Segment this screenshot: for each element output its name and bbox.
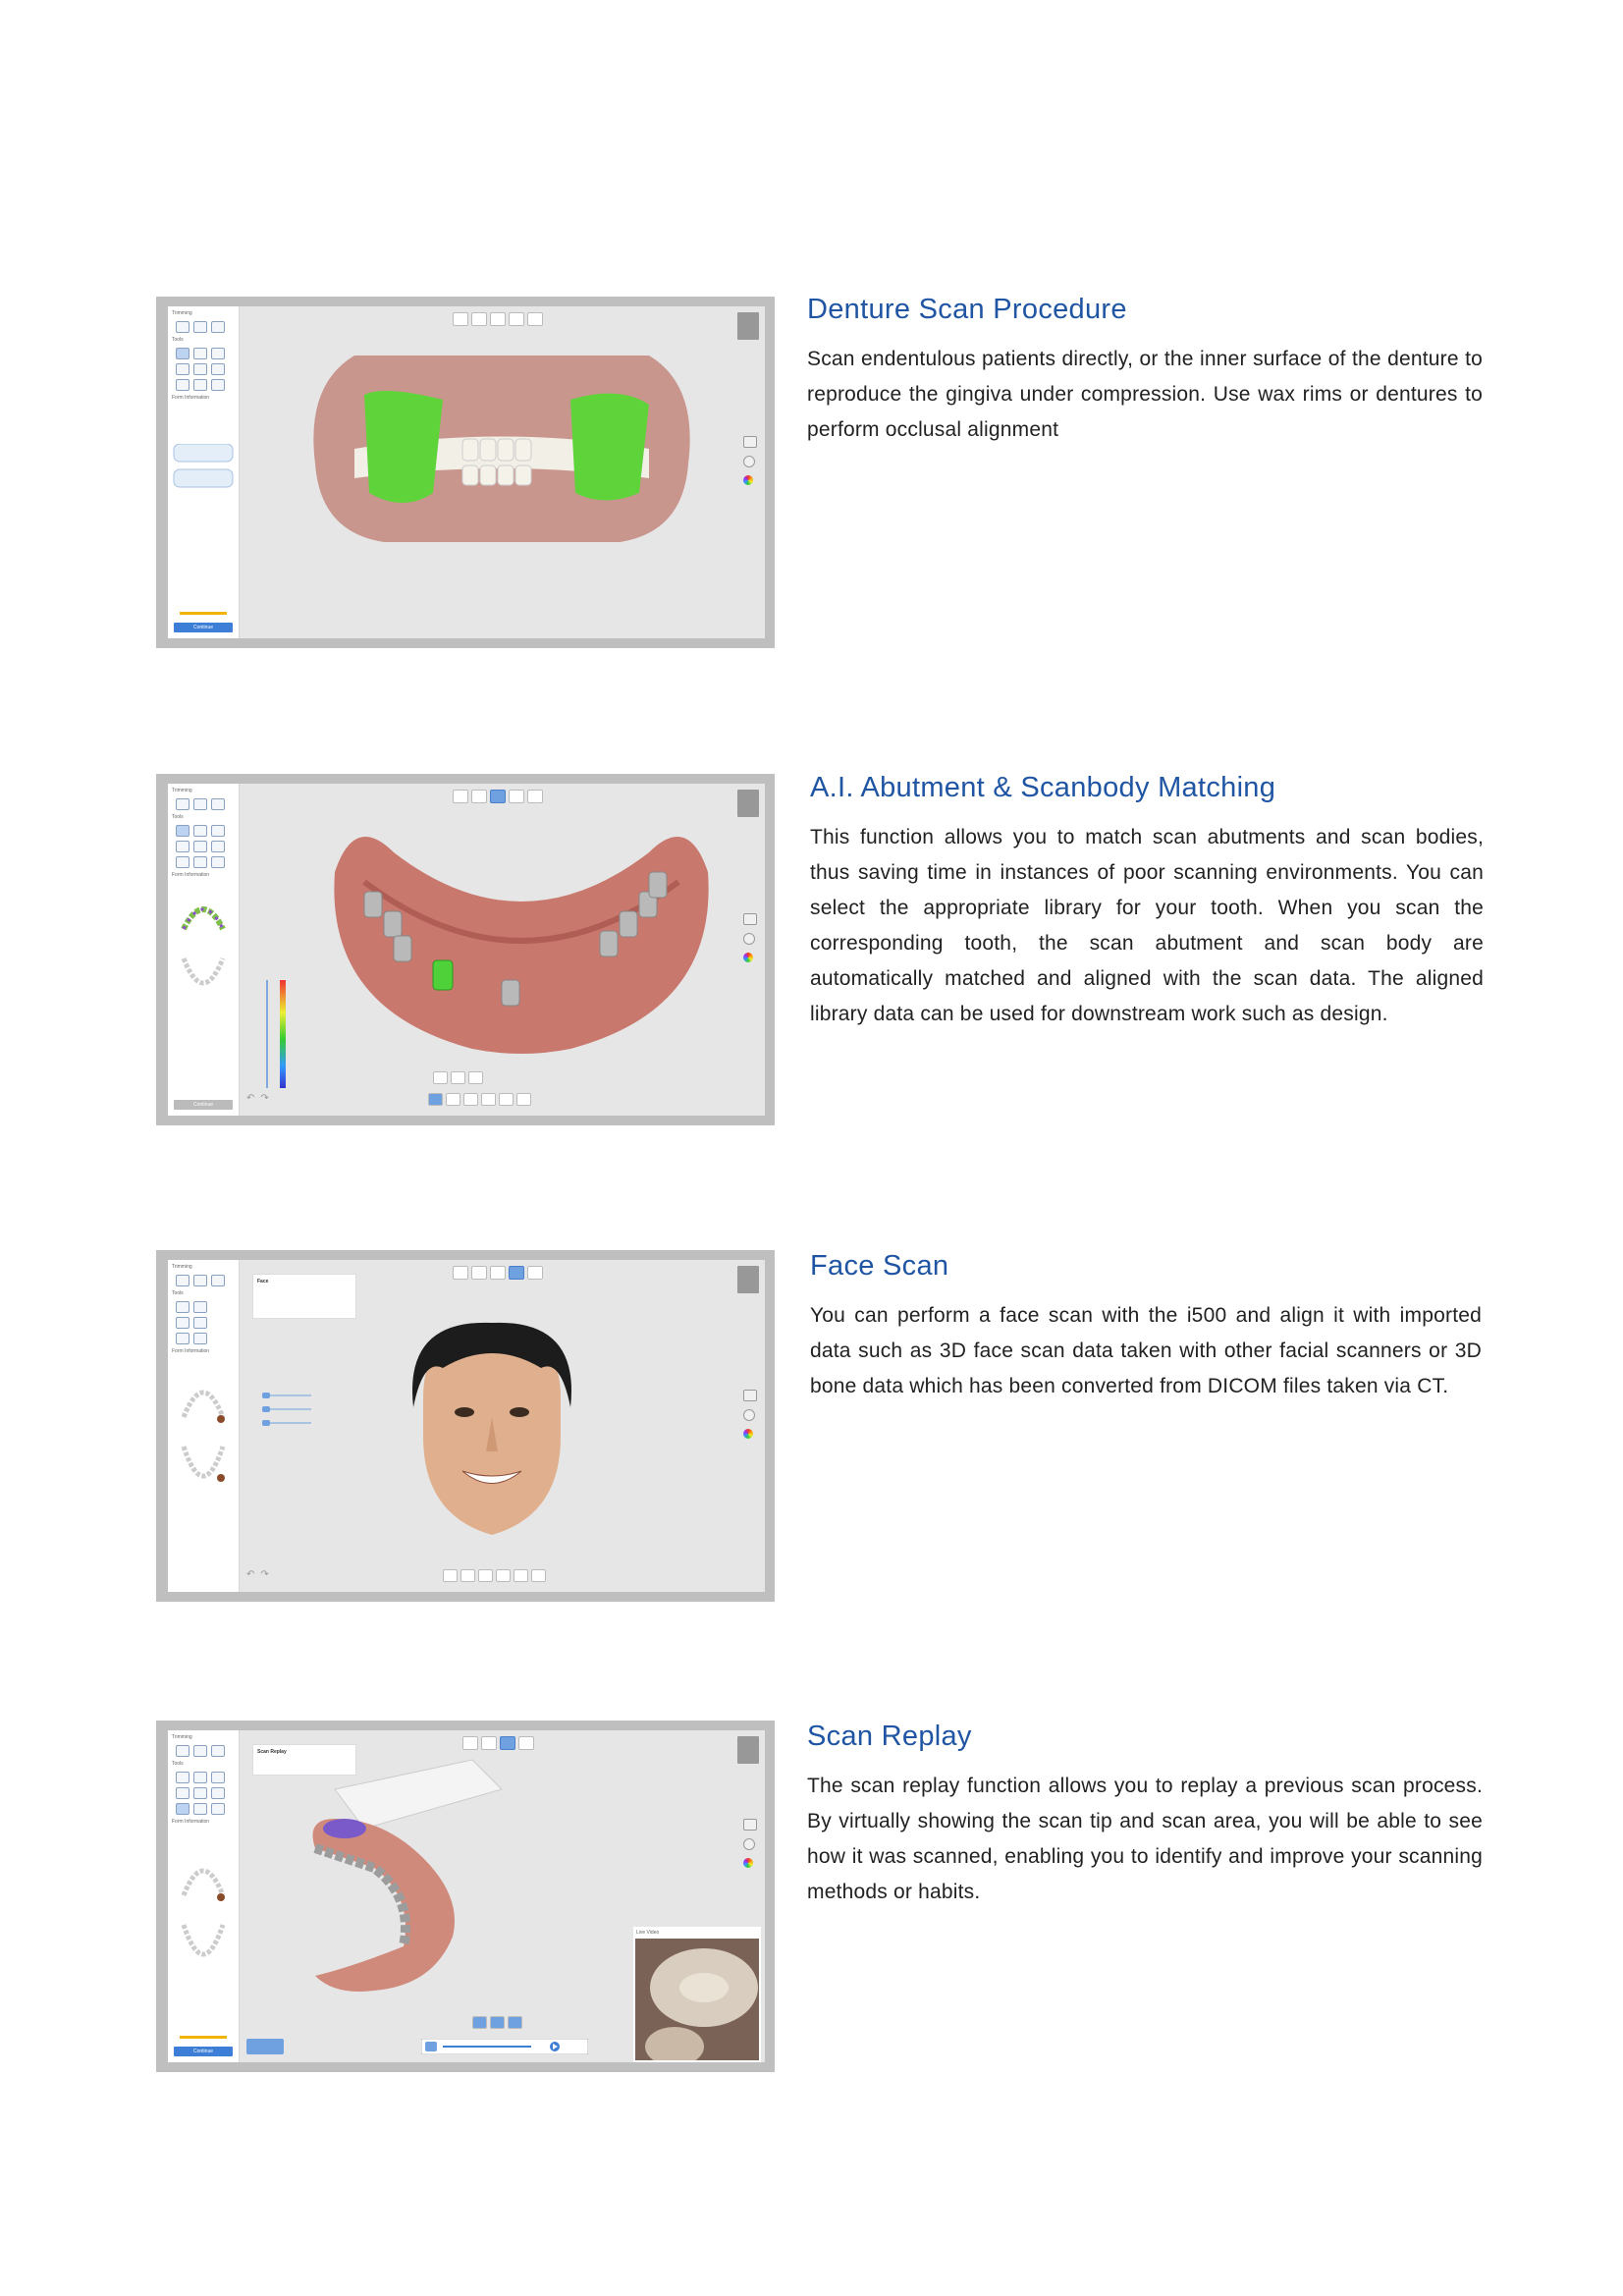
tools-label: Tools: [172, 814, 184, 820]
library-icon[interactable]: [451, 1071, 465, 1084]
tooth-chart-icon: [168, 1846, 239, 1984]
tool-icon[interactable]: [193, 348, 207, 359]
continue-button[interactable]: Continue: [174, 623, 233, 632]
face-tooltip: [252, 1274, 356, 1319]
view-check-icon[interactable]: [527, 312, 543, 326]
color-wheel-icon[interactable]: [743, 953, 753, 962]
speed-icon[interactable]: [508, 2016, 522, 2029]
tool-icon[interactable]: [193, 363, 207, 375]
tool-icon[interactable]: [176, 1333, 189, 1344]
trim-icon[interactable]: [176, 1275, 189, 1286]
trim-icon[interactable]: [176, 1745, 189, 1757]
tool-icon[interactable]: [193, 841, 207, 852]
tool-icon[interactable]: [211, 1772, 225, 1783]
section-title: A.I. Abutment & Scanbody Matching: [810, 772, 1276, 803]
tool-icon[interactable]: [463, 1093, 478, 1106]
view-replay-icon[interactable]: [500, 1736, 515, 1750]
alignment-sliders[interactable]: [252, 1388, 321, 1437]
trim-icon[interactable]: [176, 798, 189, 810]
tool-icon[interactable]: [176, 1772, 189, 1783]
view-check-icon[interactable]: [527, 790, 543, 803]
tool-icon[interactable]: [193, 1787, 207, 1799]
depth-color-scale: [266, 980, 290, 1088]
sidebar: [168, 1730, 240, 2062]
form-info-label: Form Information: [172, 1819, 210, 1825]
tool-icon[interactable]: [176, 1787, 189, 1799]
replay-jaw-model: [276, 1750, 512, 2005]
trim-icon[interactable]: [211, 1275, 225, 1286]
live-video-panel: [633, 1927, 761, 2062]
rotate-icon[interactable]: [743, 1838, 755, 1850]
tool-icon[interactable]: [211, 379, 225, 391]
bottom-toolbar: [428, 1093, 531, 1106]
tool-icon[interactable]: [176, 1301, 189, 1313]
right-toolbar: [743, 913, 757, 962]
panel-title: Scan Replay: [257, 1749, 287, 1755]
library-icon[interactable]: [433, 1071, 448, 1084]
top-toolbar: [453, 1266, 543, 1280]
face-scan-screenshot: [156, 1250, 775, 1602]
top-toolbar: [453, 312, 543, 326]
view-lower-icon[interactable]: [471, 312, 487, 326]
rotate-icon[interactable]: [743, 933, 755, 945]
continue-button[interactable]: Continue: [174, 1100, 233, 1110]
info-panel: [737, 790, 759, 817]
play-icon[interactable]: [443, 1569, 458, 1582]
tool-icon[interactable]: [193, 856, 207, 868]
top-toolbar: [453, 790, 543, 803]
arch-diagram-icon: [168, 444, 239, 513]
section-title: Face Scan: [810, 1250, 949, 1282]
camera-icon[interactable]: [743, 1819, 757, 1831]
replay-icon[interactable]: [176, 1803, 189, 1815]
view-upper-icon[interactable]: [453, 312, 468, 326]
trim-icon[interactable]: [193, 321, 207, 333]
tool-icon[interactable]: [176, 856, 189, 868]
scanner-screen: [168, 1730, 765, 2062]
delete-icon[interactable]: [516, 1093, 531, 1106]
tool-icon[interactable]: [478, 1569, 493, 1582]
library-icon[interactable]: [468, 1071, 483, 1084]
tool-icon[interactable]: [211, 363, 225, 375]
tool-icon[interactable]: [211, 348, 225, 359]
trim-icon[interactable]: [211, 321, 225, 333]
tool-icon[interactable]: [211, 1803, 225, 1815]
face-scan-model: [404, 1319, 580, 1545]
trim-icon[interactable]: [193, 1275, 207, 1286]
sidebar: [168, 1260, 240, 1592]
tool-icon[interactable]: [176, 379, 189, 391]
view-lower-icon[interactable]: [471, 1266, 487, 1280]
tool-icon[interactable]: [176, 363, 189, 375]
tool-icon[interactable]: [531, 1569, 546, 1582]
trim-icon[interactable]: [211, 798, 225, 810]
sidebar-title: Trimming: [172, 310, 192, 316]
scan-tip-tool: [246, 2039, 284, 2054]
tool-icon[interactable]: [193, 825, 207, 837]
tooth-chart-icon: [168, 1368, 239, 1505]
tool-icon[interactable]: [211, 856, 225, 868]
color-wheel-icon[interactable]: [743, 475, 753, 485]
section-body: This function allows you to match scan abutments and scan bodies, thus saving time in instances of poor scanning environments. You can select the appropriate library for your tooth. When you scan the corresponding tooth, the scan abutment and scan body are automatically matched and aligned with the scan data. The aligned library data can be used for downstream work such as design.: [810, 826, 1484, 1025]
view-denture-icon[interactable]: [509, 312, 524, 326]
form-info-label: Form Information: [172, 395, 210, 401]
denture-scan-screenshot: [156, 297, 775, 648]
bottom-toolbar: [433, 1071, 483, 1084]
camera-icon[interactable]: [743, 436, 757, 448]
trim-icon[interactable]: [193, 1745, 207, 1757]
undo-redo: [246, 1093, 269, 1104]
view-check-icon[interactable]: [527, 1266, 543, 1280]
tool-icon[interactable]: [193, 1317, 207, 1329]
tool-icon[interactable]: [211, 841, 225, 852]
abutment-screenshot: [156, 774, 775, 1125]
tooltip-title: Face: [257, 1279, 269, 1285]
scan-icon[interactable]: [428, 1093, 443, 1106]
color-wheel-icon[interactable]: [743, 1429, 753, 1439]
form-info-label: Form Information: [172, 872, 210, 878]
right-toolbar: [743, 1390, 757, 1439]
tool-icon[interactable]: [193, 379, 207, 391]
scan-replay-screenshot: [156, 1721, 775, 2072]
trim-icon[interactable]: [211, 1745, 225, 1757]
sidebar-title: Trimming: [172, 1264, 192, 1270]
continue-button[interactable]: Continue: [174, 2047, 233, 2056]
speed-icon[interactable]: [490, 2016, 505, 2029]
status-bar: [180, 612, 227, 615]
undo-redo: [246, 1569, 269, 1580]
scanner-screen: [168, 1260, 765, 1592]
bottom-toolbar: [443, 1569, 546, 1582]
view-face-icon[interactable]: [509, 1266, 524, 1280]
tool-icon[interactable]: [499, 1093, 514, 1106]
status-bar: [180, 2036, 227, 2039]
view-abutment-icon[interactable]: [490, 790, 506, 803]
tools-label: Tools: [172, 1761, 184, 1767]
tool-icon[interactable]: [514, 1569, 528, 1582]
sidebar: [168, 306, 240, 638]
tool-icon[interactable]: [193, 1803, 207, 1815]
undo-icon[interactable]: ↶: [246, 1569, 255, 1580]
form-info-label: Form Information: [172, 1348, 210, 1354]
redo-icon[interactable]: ↷: [260, 1093, 269, 1104]
color-wheel-icon[interactable]: [743, 1858, 753, 1868]
tool-icon[interactable]: [193, 1301, 207, 1313]
trim-icon[interactable]: [193, 798, 207, 810]
view-upper-icon[interactable]: [453, 790, 468, 803]
speed-icon[interactable]: [472, 2016, 487, 2029]
camera-icon[interactable]: [743, 913, 757, 925]
section-body: Scan endentulous patients directly, or the inner surface of the denture to reproduce the gingiva under compression. Use wax rims or dentures to perform occlusal alignment: [807, 348, 1483, 441]
tool-icon[interactable]: [193, 1333, 207, 1344]
scanner-screen: [168, 784, 765, 1116]
tool-icon[interactable]: [446, 1093, 460, 1106]
tool-icon[interactable]: [193, 1772, 207, 1783]
camera-icon[interactable]: [743, 1390, 757, 1401]
info-panel: [737, 1266, 759, 1293]
section-title: Scan Replay: [807, 1721, 972, 1752]
tool-icon[interactable]: [211, 825, 225, 837]
section-body: The scan replay function allows you to replay a previous scan process. By virtually showing the scan tip and scan area, you will be able to see how it was scanned, enabling you to identify and improve your scanning methods or habits.: [807, 1775, 1483, 1903]
section-title: Denture Scan Procedure: [807, 294, 1127, 325]
sidebar-title: Trimming: [172, 788, 192, 793]
view-upper-icon[interactable]: [462, 1736, 478, 1750]
tool-icon[interactable]: [496, 1569, 511, 1582]
scanner-screen: [168, 306, 765, 638]
rotate-icon[interactable]: [743, 456, 755, 467]
top-toolbar: [462, 1736, 534, 1750]
undo-icon[interactable]: ↶: [246, 1093, 255, 1104]
tools-label: Tools: [172, 1290, 184, 1296]
view-occlusion-icon[interactable]: [490, 312, 506, 326]
rotate-icon[interactable]: [743, 1409, 755, 1421]
tool-icon[interactable]: [460, 1569, 475, 1582]
play-icon[interactable]: [481, 1093, 496, 1106]
tool-icon[interactable]: [176, 1317, 189, 1329]
view-occlusion-icon[interactable]: [509, 790, 524, 803]
redo-icon[interactable]: ↷: [260, 1569, 269, 1580]
trim-icon[interactable]: [176, 321, 189, 333]
view-check-icon[interactable]: [518, 1736, 534, 1750]
tools-label: Tools: [172, 337, 184, 343]
view-lower-icon[interactable]: [471, 790, 487, 803]
info-panel: [737, 312, 759, 340]
sidebar: [168, 784, 240, 1116]
tool-icon[interactable]: [211, 1787, 225, 1799]
magnify-icon[interactable]: [176, 825, 189, 837]
section-body: You can perform a face scan with the i500 and align it with imported data such as 3D face scan data taken with other facial scanners or 3D bone data which has been converted from DICOM files taken via CT.: [810, 1304, 1482, 1397]
view-upper-icon[interactable]: [453, 1266, 468, 1280]
playback-speed-bar: [472, 2016, 522, 2029]
lower-jaw-model: [325, 813, 718, 1059]
view-lower-icon[interactable]: [481, 1736, 497, 1750]
sidebar-title: Trimming: [172, 1734, 192, 1740]
playback-timeline[interactable]: [421, 2039, 588, 2054]
right-toolbar: [743, 1819, 757, 1868]
right-toolbar: [743, 436, 757, 485]
tool-icon[interactable]: [176, 841, 189, 852]
tooth-chart-icon: [168, 900, 239, 1017]
denture-model: [296, 346, 708, 581]
info-panel: [737, 1736, 759, 1764]
view-occlusion-icon[interactable]: [490, 1266, 506, 1280]
live-video-feed: [635, 1939, 759, 2060]
live-label: Live Video: [636, 1930, 660, 1936]
magnify-icon[interactable]: [176, 348, 189, 359]
